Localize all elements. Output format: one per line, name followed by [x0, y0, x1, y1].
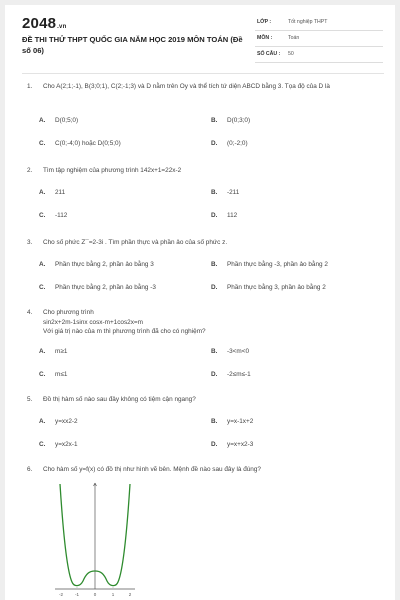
q3-option-b[interactable] [211, 261, 328, 268]
exam-header [5, 5, 395, 67]
option-text: y=x2x-1 [55, 441, 78, 448]
option-text: Phần thực bằng 3, phần ảo bằng 2 [227, 284, 326, 291]
option-text: y=x+x2-3 [227, 441, 254, 448]
q4-option-d[interactable] [211, 371, 251, 378]
q1-option-a[interactable] [39, 117, 78, 124]
option-letter: B. [211, 418, 218, 425]
option-text: -211 [227, 189, 240, 196]
q4-option-c[interactable] [39, 371, 67, 378]
meta-count-label: SỐ CÂU : [257, 51, 281, 57]
exam-page [5, 5, 395, 600]
option-letter: C. [39, 140, 46, 147]
option-text: -112 [55, 212, 68, 219]
option-letter: D. [211, 284, 218, 291]
question-number: 3. [27, 239, 33, 246]
meta-subject-label: MÔN : [257, 35, 273, 41]
question-text: Cho hàm số y=f(x) có đồ thị như hình vẽ bên. Mệnh đề nào sau đây là đúng? [43, 466, 261, 473]
q1-option-d[interactable] [211, 140, 248, 147]
option-letter: A. [39, 117, 46, 124]
option-letter: B. [211, 189, 218, 196]
option-text: C(0;-4;0) hoặc D(0;5;0) [55, 140, 121, 147]
logo-text: 2048 [22, 15, 57, 32]
option-text: D(0;5;0) [55, 117, 79, 124]
option-letter: C. [39, 371, 46, 378]
q1-option-b[interactable] [211, 117, 250, 124]
option-text: (0;-2;0) [227, 140, 248, 147]
q5-option-c[interactable] [39, 441, 78, 448]
option-text: Phần thực bằng -3, phần ảo bằng 2 [227, 261, 328, 268]
q3-option-a[interactable] [39, 261, 154, 268]
question-text-line: Cho phương trình [43, 309, 94, 316]
logo-suffix: .vn [57, 24, 67, 30]
option-letter: C. [39, 441, 46, 448]
exam-title: ĐỀ THI THỬ THPT QUỐC GIA NĂM HỌC 2019 MÔN TOÁN (Đề số 06) [22, 35, 243, 55]
question-text [43, 308, 378, 337]
option-text: y=x-1x+2 [227, 418, 254, 425]
meta-subject [255, 31, 383, 47]
meta-count [255, 47, 383, 63]
question-text: Tìm tập nghiệm của phương trình 142x+1=22x-2 [43, 167, 182, 174]
option-letter: D. [211, 212, 218, 219]
option-text: -3<m<0 [227, 348, 250, 355]
option-letter: B. [211, 348, 218, 355]
header-divider [22, 73, 384, 74]
q5-option-a[interactable] [39, 418, 78, 425]
meta-count-value: 50 [288, 51, 294, 57]
question-text-line: sin2x+2m-1sinx cosx-m+1cos2x=m [43, 318, 143, 326]
option-text: D(0;3;0) [227, 117, 251, 124]
option-letter: D. [211, 140, 218, 147]
option-text: Phần thực bằng 2, phần ảo bằng 3 [55, 261, 154, 268]
graph-tick-label: 2 [128, 592, 132, 597]
option-letter: B. [211, 117, 218, 124]
option-text: m≥1 [55, 348, 68, 355]
q1-option-c[interactable] [39, 140, 121, 147]
option-text: m≤1 [55, 371, 68, 378]
option-letter: D. [211, 441, 218, 448]
graph-tick-label: 1 [111, 592, 115, 597]
option-text: 211 [55, 189, 66, 196]
q2-option-c[interactable] [39, 212, 67, 219]
q2-option-b[interactable] [211, 189, 239, 196]
option-letter: A. [39, 261, 46, 268]
option-text: Phần thực bằng 2, phần ảo bằng -3 [55, 284, 156, 291]
q2-option-d[interactable] [211, 212, 237, 219]
q3-option-d[interactable] [211, 284, 326, 291]
question-text-line: Với giá trị nào của m thì phương trình đã cho có nghiệm? [43, 328, 206, 335]
question-number: 2. [27, 167, 33, 174]
graph-tick-label: 0 [93, 592, 97, 597]
graph-tick-label: -2 [58, 592, 64, 597]
question-number: 5. [27, 396, 33, 403]
question-text: Đồ thị hàm số nào sau đây không có tiệm cận ngang? [43, 396, 196, 403]
q3-option-c[interactable] [39, 284, 156, 291]
question-number: 4. [27, 309, 33, 316]
q5-option-d[interactable] [211, 441, 253, 448]
question-text: Cho A(2;1;-1), B(3;0;1), C(2;-1;3) và D nằm trên Oy và thể tích tứ diện ABCD bằng 3. Tọa độ của D là [43, 83, 330, 90]
option-letter: C. [39, 284, 46, 291]
site-logo[interactable] [22, 15, 66, 32]
meta-class-value: Tốt nghiệp THPT [288, 19, 328, 25]
question-text: Cho số phức Z¯=2-3i . Tìm phần thực và phần ảo của số phức z. [43, 239, 228, 246]
function-graph [53, 481, 138, 597]
question-4 [27, 308, 377, 340]
q4-option-a[interactable] [39, 348, 67, 355]
question-number: 1. [27, 83, 33, 90]
graph-tick-label: -1 [74, 592, 80, 597]
option-letter: D. [211, 371, 218, 378]
option-text: -2≤m≤-1 [227, 371, 251, 378]
meta-class-label: LỚP : [257, 19, 272, 25]
option-text: 112 [227, 212, 238, 219]
option-letter: C. [39, 212, 46, 219]
q2-option-a[interactable] [39, 189, 65, 196]
meta-subject-value: Toán [288, 35, 300, 41]
option-letter: A. [39, 348, 46, 355]
option-text: y=xx2-2 [55, 418, 78, 425]
q5-option-b[interactable] [211, 418, 253, 425]
question-number: 6. [27, 466, 33, 473]
option-letter: A. [39, 189, 46, 196]
q4-option-b[interactable] [211, 348, 249, 355]
option-letter: A. [39, 418, 46, 425]
meta-class [255, 15, 383, 31]
option-letter: B. [211, 261, 218, 268]
